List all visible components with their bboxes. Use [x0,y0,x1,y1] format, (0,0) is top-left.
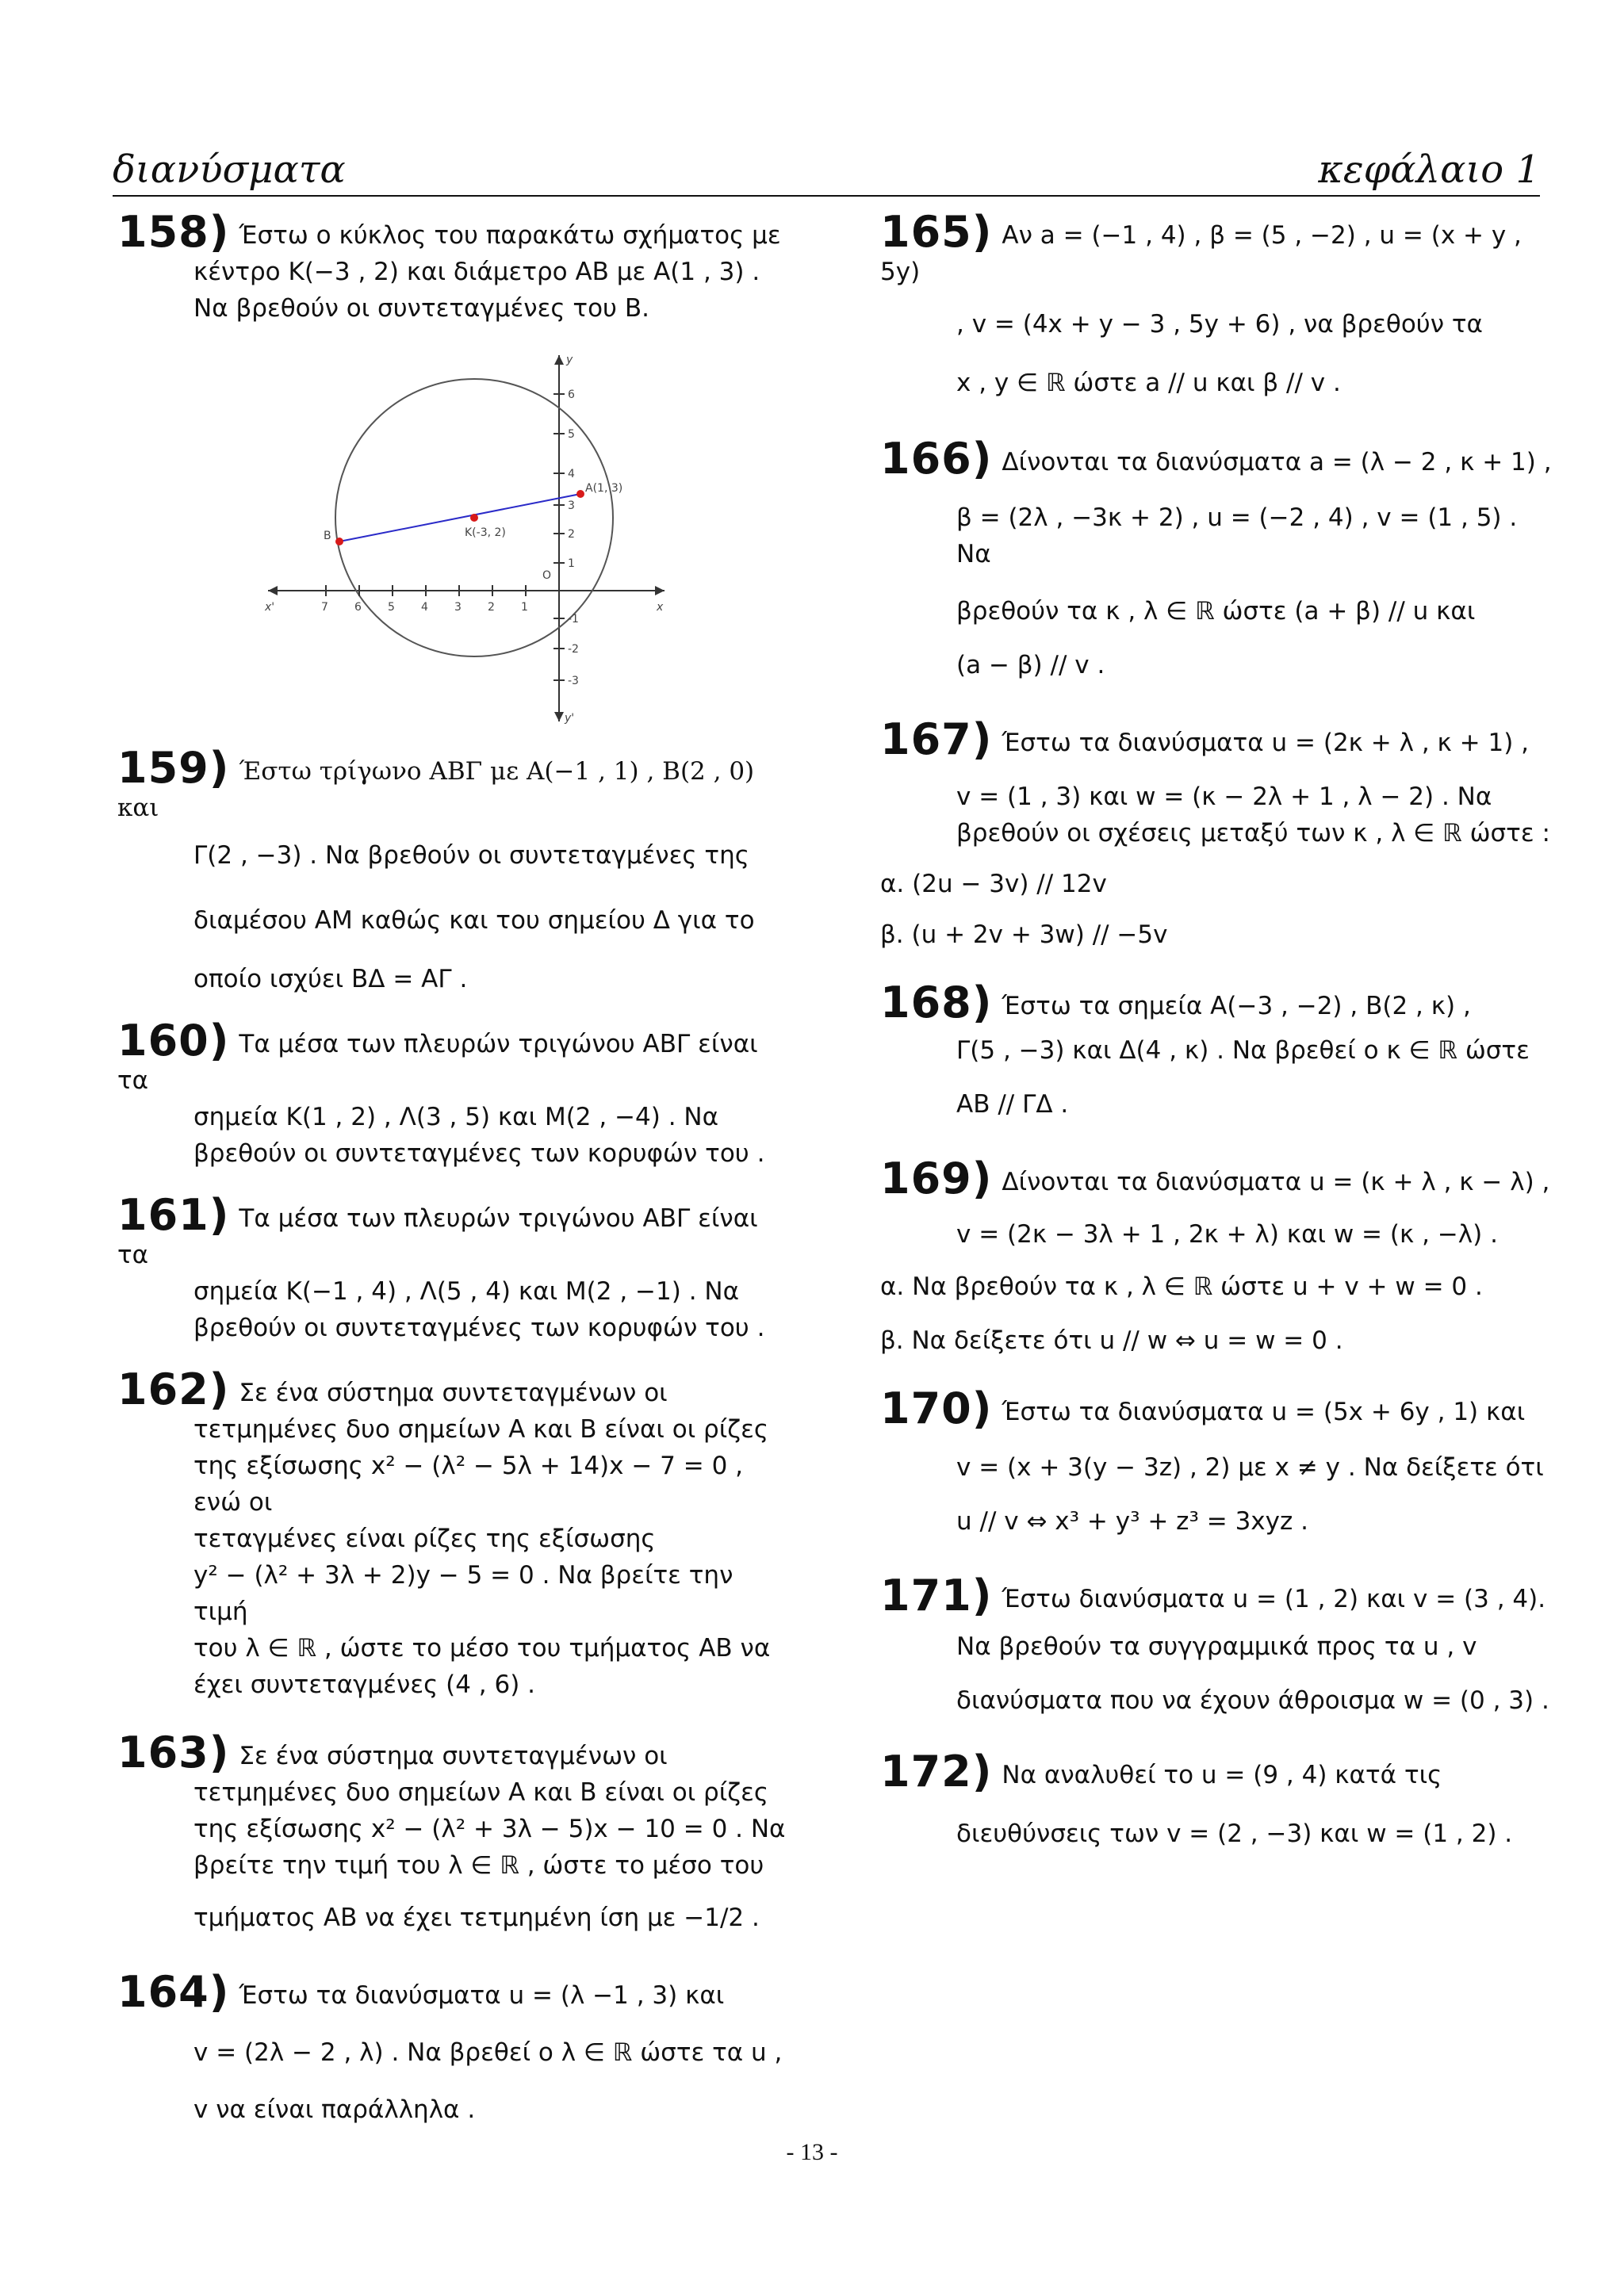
exercise-line: Σε ένα σύστημα συντεταγμένων οι [239,1742,668,1770]
exercise-line: τεταγμένες είναι ρίζες της εξίσωσης [193,1525,656,1553]
exercise-number: 161) [117,1190,230,1240]
y-axis-label: y [566,354,573,366]
exercise-160 [117,1016,791,1172]
page-header [113,147,1540,197]
x-tick-label: 5 [388,601,395,614]
exercise-line: α. (2u − 3v) // 12v [880,870,1107,898]
exercise-170 [880,1383,1554,1540]
exercise-159 [117,743,791,997]
exercise-161 [117,1190,791,1346]
y-tick-label: -3 [568,675,579,687]
y-axis-neg-label: y' [565,712,575,725]
exercise-163 [117,1728,791,1936]
exercise-line: Να αναλυθεί το u = (9 , 4) κατά τις [1002,1761,1442,1789]
exercise-line: v = (x + 3(y − 3z) , 2) με x ≠ y . Να δείξετε ότι [956,1453,1544,1482]
exercise-line: βρείτε την τιμή του λ ∈ ℝ , ώστε το μέσο του [193,1851,764,1880]
y-tick-label: -1 [568,613,579,626]
exercise-line: βρεθούν τα κ , λ ∈ ℝ ώστε (a + β) // u και [956,597,1476,626]
y-tick-label: 3 [568,499,575,512]
left-column [117,207,791,2128]
x-tick-label: 7 [321,601,328,614]
exercise-line: v = (2κ − 3λ + 1 , 2κ + λ) και w = (κ , −λ) . [956,1220,1498,1249]
exercise-172 [880,1747,1554,1852]
exercise-line: Έστω τα διανύσματα u = (λ −1 , 3) και [239,1981,725,2010]
exercise-number: 166) [880,434,993,484]
exercise-line: Να βρεθούν οι συντεταγμένες του Β. [193,294,649,323]
y-tick-label: 2 [568,528,575,541]
exercise-line: Έστω διανύσματα u = (1 , 2) και v = (3 , 4). [1002,1585,1546,1613]
header-title-right: κεφάλαιο 1 [1318,147,1540,192]
exercise-line: v = (2λ − 2 , λ) . Να βρεθεί ο λ ∈ ℝ ώστε τα u , [193,2038,783,2067]
exercise-line: β. Να δείξετε ότι u // w ⇔ u = w = 0 . [880,1326,1343,1355]
exercise-line: Γ(2 , −3) . Να βρεθούν οι συντεταγμένες της [193,841,749,870]
exercise-number: 160) [117,1016,230,1066]
exercise-number: 164) [117,1967,230,2017]
exercise-line: διανύσματα που να έχουν άθροισμα w = (0 , 3) . [956,1686,1549,1715]
exercise-line: της εξίσωσης x² − (λ² − 5λ + 14)x − 7 = 0 , ενώ οι [193,1452,744,1517]
exercise-line: β = (2λ , −3κ + 2) , u = (−2 , 4) , v = (1 , 5) . Να [956,503,1518,568]
exercise-158 [117,207,791,349]
origin-label: O [542,569,552,582]
exercise-line: Έστω τα σημεία A(−3 , −2) , B(2 , κ) , [1002,992,1471,1020]
exercise-line: Δίνονται τα διανύσματα u = (κ + λ , κ − λ) , [1002,1168,1550,1196]
exercise-line: βρεθούν οι συντεταγμένες των κορυφών του . [193,1139,765,1168]
exercise-line: Να βρεθούν τα συγγραμμικά προς τα u , v [956,1632,1477,1661]
y-tick-label: 5 [568,428,575,441]
exercise-line: x , y ∈ ℝ ώστε a // u και β // v . [956,369,1341,397]
exercise-line: Έστω τα διανύσματα u = (5x + 6y , 1) και [1002,1398,1526,1426]
x-axis-neg-label: x' [265,601,275,614]
exercise-line: Δίνονται τα διανύσματα a = (λ − 2 , κ + 1) , [1002,448,1552,476]
circle-diagram [260,349,672,729]
exercise-162 [117,1364,791,1703]
exercise-line: σημεία K(−1 , 4) , Λ(5 , 4) και M(2 , −1) . Να [193,1277,740,1306]
exercise-line: τετμημένες δυο σημείων Α και Β είναι οι ρίζες [193,1415,769,1444]
exercise-line: κέντρο K(−3 , 2) και διάμετρο ΑΒ με A(1 , 3) . [193,258,760,286]
exercise-line: Σε ένα σύστημα συντεταγμένων οι [239,1379,668,1407]
exercise-166 [880,434,1554,683]
exercise-line: έχει συντεταγμένες (4 , 6) . [193,1670,536,1699]
exercise-number: 167) [880,714,993,764]
exercise-line: Γ(5 , −3) και Δ(4 , κ) . Να βρεθεί ο κ ∈ ℝ ώστε [956,1036,1530,1065]
exercise-line: διευθύνσεις των v = (2 , −3) και w = (1 , 2) . [956,1820,1513,1848]
exercise-line: u // v ⇔ x³ + y³ + z³ = 3xyz . [956,1507,1308,1536]
x-tick-label: 2 [488,601,495,614]
exercise-number: 162) [117,1364,230,1414]
exercise-number: 172) [880,1747,993,1797]
exercise-line: Έστω τα διανύσματα u = (2κ + λ , κ + 1) , [1002,729,1529,757]
x-tick-label: 4 [421,601,428,614]
x-tick-label: 3 [454,601,462,614]
x-tick-label: 1 [521,601,528,614]
exercise-line: , v = (4x + y − 3 , 5y + 6) , να βρεθούν τα [956,310,1483,339]
exercise-number: 163) [117,1728,230,1777]
exercise-line: AB // ΓΔ . [956,1090,1069,1119]
exercise-line: (a − β) // v . [956,651,1105,679]
point-A [576,490,584,498]
exercise-line: διαμέσου AM καθώς και του σημείου Δ για το [193,906,755,935]
exercise-number: 165) [880,207,993,257]
exercise-line: του λ ∈ ℝ , ώστε το μέσο του τμήματος ΑΒ να [193,1634,771,1663]
exercise-number: 168) [880,978,993,1027]
y-tick-label: 4 [568,468,575,480]
exercise-line: y² − (λ² + 3λ + 2)y − 5 = 0 . Να βρείτε την τιμή [193,1561,733,1626]
exercise-line: βρεθούν οι σχέσεις μεταξύ των κ , λ ∈ ℝ ώστε : [956,819,1550,848]
exercise-line: β. (u + 2v + 3w) // −5v [880,920,1168,949]
y-tick-label: 1 [568,557,575,570]
exercise-line: τμήματος ΑΒ να έχει τετμημένη ίση με −1/2 . [193,1904,760,1932]
exercise-line: σημεία K(1 , 2) , Λ(3 , 5) και M(2 , −4) . Να [193,1103,719,1131]
exercise-line: τετμημένες δυο σημείων Α και Β είναι οι ρίζες [193,1778,769,1807]
exercise-165 [880,207,1554,401]
exercise-line: Έστω ο κύκλος του παρακάτω σχήματος με [239,221,781,250]
exercise-number: 170) [880,1383,993,1433]
exercise-169 [880,1154,1554,1359]
point-A-label: A(1, 3) [585,482,623,495]
exercise-line: βρεθούν οι συντεταγμένες των κορυφών του . [193,1314,765,1342]
page-number: - 13 - [786,2139,838,2165]
point-K-label: K(-3, 2) [465,526,506,539]
exercise-number: 159) [117,743,230,793]
exercise-171 [880,1571,1554,1719]
exercise-167 [880,714,1554,953]
x-axis-label: x [657,601,664,614]
exercise-line: v να είναι παράλληλα . [193,2095,476,2124]
y-tick-label: -2 [568,643,579,656]
exercise-line: v = (1 , 3) και w = (κ − 2λ + 1 , λ − 2) . Να [956,783,1492,811]
exercise-line: Έστω τρίγωνο ΑΒΓ με A(−1 , 1) , B(2 , 0) και [117,757,755,822]
exercise-164 [117,1967,791,2128]
exercise-line: της εξίσωσης x² − (λ² + 3λ − 5)x − 10 = 0 . Να [193,1815,786,1843]
point-B-label: B [324,530,331,542]
exercise-line: α. Να βρεθούν τα κ , λ ∈ ℝ ώστε u + v + w = 0 . [880,1272,1483,1301]
exercise-line: Τα μέσα των πλευρών τριγώνου ΑΒΓ είναι τα [117,1030,758,1095]
circle-figure [260,349,672,729]
exercise-line: Αν a = (−1 , 4) , β = (5 , −2) , u = (x + y , 5y) [880,221,1522,286]
y-tick-label: 6 [568,388,575,401]
x-tick-label: 6 [354,601,362,614]
exercise-number: 169) [880,1154,993,1203]
point-K [470,514,478,522]
header-title-left: διανύσματα [113,147,346,192]
point-B [335,538,343,545]
right-column [880,207,1554,1852]
exercise-number: 171) [880,1571,993,1621]
exercise-number: 158) [117,207,230,257]
exercise-line: Τα μέσα των πλευρών τριγώνου ΑΒΓ είναι τα [117,1204,758,1269]
exercise-line: οποίο ισχύει BΔ = AΓ . [193,965,468,993]
exercise-168 [880,978,1554,1123]
